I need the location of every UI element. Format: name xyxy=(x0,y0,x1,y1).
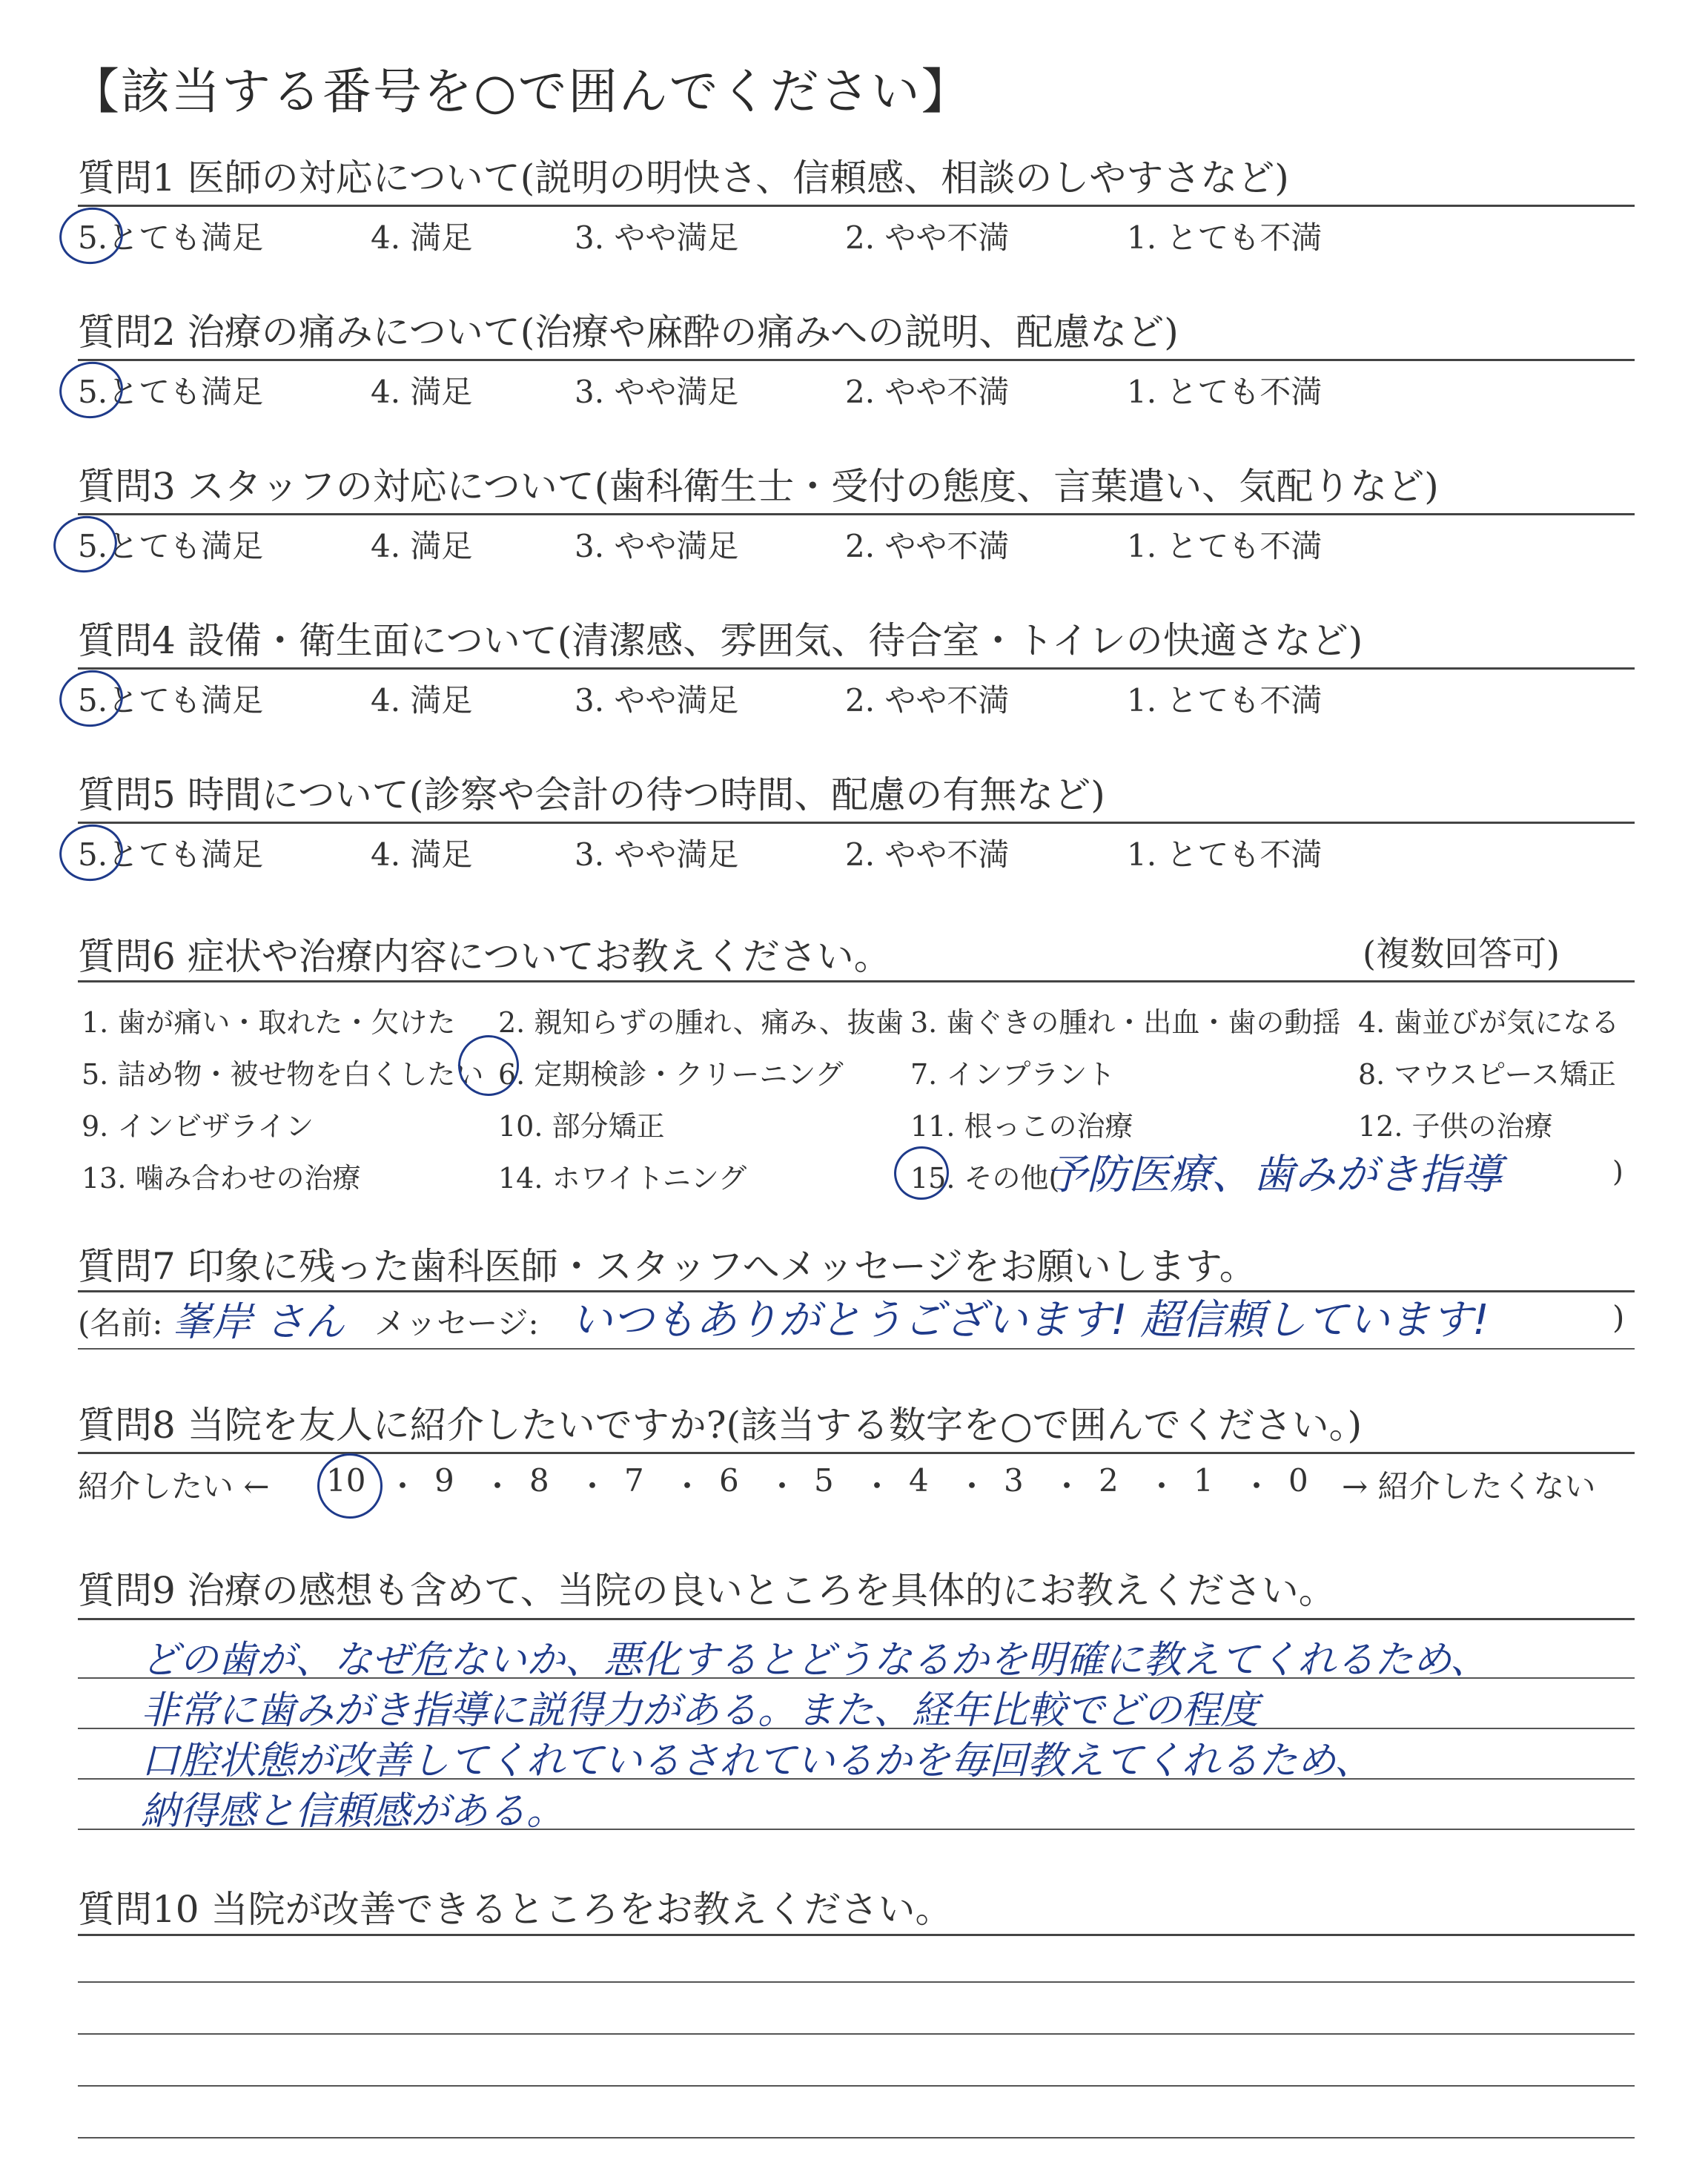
q9-answer-line: 納得感と信頼感がある。 xyxy=(141,1789,566,1834)
q8-scale-separator: ・ xyxy=(1051,1468,1083,1505)
q4-rule xyxy=(78,667,1635,670)
q1-title: 質問1 医師の対応について(説明の明快さ、信頼感、相談のしやすさなど) xyxy=(78,156,1289,199)
q1-option-2[interactable]: 2. やや不満 xyxy=(845,219,1010,256)
q2-selection-circle xyxy=(55,357,128,423)
q5-option-1[interactable]: 1. とても不満 xyxy=(1127,836,1323,873)
q7-close-paren: ) xyxy=(1612,1299,1625,1335)
q8-scale-8[interactable]: 8 xyxy=(529,1462,549,1499)
q6-option-3[interactable]: 3. 歯ぐきの腫れ・出血・歯の動揺 xyxy=(910,1006,1341,1039)
q5-option-5[interactable]: 5.とても満足 xyxy=(78,836,264,873)
q8-scale-separator: ・ xyxy=(577,1468,609,1505)
q7-bottom-rule xyxy=(78,1348,1635,1350)
q7-title: 質問7 印象に残った歯科医師・スタッフへメッセージをお願いします。 xyxy=(78,1245,1257,1288)
q10-title: 質問10 当院が改善できるところをお教えください。 xyxy=(78,1888,953,1931)
q2-option-2[interactable]: 2. やや不満 xyxy=(845,374,1010,410)
q9-ruled-line xyxy=(78,1829,1635,1830)
q10-answer-line[interactable] xyxy=(78,2085,1635,2087)
q4-selection-circle xyxy=(55,665,128,732)
q8-scale-7[interactable]: 7 xyxy=(624,1462,644,1499)
q4-option-4[interactable]: 4. 満足 xyxy=(371,682,473,719)
q6-option-7[interactable]: 7. インプラント xyxy=(910,1058,1116,1091)
q6-option-2[interactable]: 2. 親知らずの腫れ、痛み、抜歯 xyxy=(498,1006,904,1039)
q4-option-2[interactable]: 2. やや不満 xyxy=(845,682,1010,719)
q6-other-text[interactable]: 予防医療、歯みがき指導 xyxy=(1045,1151,1502,1199)
q8-scale-4[interactable]: 4 xyxy=(909,1462,929,1499)
q6-option-1[interactable]: 1. 歯が痛い・取れた・欠けた xyxy=(82,1006,456,1039)
q3-option-2[interactable]: 2. やや不満 xyxy=(845,528,1010,564)
q9-answer-line: 非常に歯みがき指導に説得力がある。また、経年比較でどの程度 xyxy=(141,1688,1260,1733)
q10-answer-line[interactable] xyxy=(78,1981,1635,1983)
q5-selection-circle xyxy=(55,819,128,886)
q6-option-5[interactable]: 5. 詰め物・被せ物を白くしたい xyxy=(82,1058,484,1091)
q9-answer-line: どの歯が、なぜ危ないか、悪化するとどうなるかを明確に教えてくれるため、 xyxy=(141,1638,1489,1682)
q10-answer-line[interactable] xyxy=(78,2137,1635,2138)
q8-title: 質問8 当院を友人に紹介したいですか?(該当する数字を○で囲んでください。) xyxy=(78,1404,1363,1447)
q8-scale-3[interactable]: 3 xyxy=(1004,1462,1024,1499)
q2-option-1[interactable]: 1. とても不満 xyxy=(1127,374,1323,410)
q6-option-12[interactable]: 12. 子供の治療 xyxy=(1358,1110,1553,1143)
q6-note: (複数回答可) xyxy=(1363,934,1560,974)
q1-selection-circle xyxy=(55,202,128,269)
q1-option-5[interactable]: 5.とても満足 xyxy=(78,219,264,256)
q7-message-value[interactable]: いつもありがとうございます! 超信頼しています! xyxy=(571,1296,1489,1344)
q8-scale-separator: ・ xyxy=(1241,1468,1273,1505)
q7-name-value[interactable]: 峯岸 さん xyxy=(172,1298,345,1345)
q6-option-6[interactable]: 6. 定期検診・クリーニング xyxy=(498,1058,844,1091)
q8-scale-10[interactable]: 10 xyxy=(326,1462,366,1499)
q2-option-3[interactable]: 3. やや満足 xyxy=(575,374,739,410)
q8-left-label: 紹介したい ← xyxy=(78,1468,270,1505)
q8-scale-separator: ・ xyxy=(861,1468,893,1505)
q3-option-4[interactable]: 4. 満足 xyxy=(371,528,473,564)
q2-title: 質問2 治療の痛みについて(治療や麻酔の痛みへの説明、配慮など) xyxy=(78,311,1179,354)
q8-scale-separator: ・ xyxy=(672,1468,704,1505)
q3-rule xyxy=(78,513,1635,515)
q6-option-8[interactable]: 8. マウスピース矯正 xyxy=(1358,1058,1616,1091)
q8-scale-1[interactable]: 1 xyxy=(1194,1462,1214,1499)
q9-answer-line: 口腔状態が改善してくれているされているかを毎回教えてくれるため、 xyxy=(141,1739,1373,1783)
q8-scale-separator: ・ xyxy=(767,1468,798,1505)
q1-option-1[interactable]: 1. とても不満 xyxy=(1127,219,1323,256)
q1-option-4[interactable]: 4. 満足 xyxy=(371,219,473,256)
q6-rule xyxy=(78,980,1635,982)
q4-option-5[interactable]: 5.とても満足 xyxy=(78,682,264,719)
q5-option-2[interactable]: 2. やや不満 xyxy=(845,836,1010,873)
q2-rule xyxy=(78,359,1635,361)
q9-title: 質問9 治療の感想も含めて、当院の良いところを具体的にお教えください。 xyxy=(78,1569,1336,1612)
q6-other-close-paren: ) xyxy=(1612,1155,1623,1188)
q7-name-label: (名前: xyxy=(78,1305,163,1341)
q8-scale-2[interactable]: 2 xyxy=(1099,1462,1119,1499)
q6-option-11[interactable]: 11. 根っこの治療 xyxy=(910,1110,1133,1143)
q6-option-4[interactable]: 4. 歯並びが気になる xyxy=(1358,1006,1620,1039)
q3-option-1[interactable]: 1. とても不満 xyxy=(1127,528,1323,564)
q10-rule xyxy=(78,1934,1635,1936)
q5-title: 質問5 時間について(診察や会計の待つ時間、配慮の有無など) xyxy=(78,773,1105,816)
q5-rule xyxy=(78,822,1635,824)
q3-option-5[interactable]: 5.とても満足 xyxy=(78,528,264,564)
q5-option-3[interactable]: 3. やや満足 xyxy=(575,836,739,873)
q6-option-15[interactable]: 15. その他( xyxy=(910,1162,1060,1195)
q6-option-10[interactable]: 10. 部分矯正 xyxy=(498,1110,665,1143)
q8-scale-6[interactable]: 6 xyxy=(719,1462,739,1499)
q8-scale-9[interactable]: 9 xyxy=(434,1462,454,1499)
q8-scale-0[interactable]: 0 xyxy=(1288,1462,1308,1499)
form-title: 【該当する番号を○で囲んでください】 xyxy=(70,63,972,120)
q6-title: 質問6 症状や治療内容についてお教えください。 xyxy=(78,935,891,978)
q4-option-3[interactable]: 3. やや満足 xyxy=(575,682,739,719)
q10-answer-line[interactable] xyxy=(78,2033,1635,2035)
q8-scale-separator: ・ xyxy=(482,1468,514,1505)
q8-rule xyxy=(78,1452,1635,1454)
q1-option-3[interactable]: 3. やや満足 xyxy=(575,219,739,256)
q2-option-4[interactable]: 4. 満足 xyxy=(371,374,473,410)
q3-selection-circle xyxy=(49,511,122,578)
q6-option-13[interactable]: 13. 噛み合わせの治療 xyxy=(82,1162,361,1195)
q8-scale-separator: ・ xyxy=(956,1468,988,1505)
q3-option-3[interactable]: 3. やや満足 xyxy=(575,528,739,564)
q9-rule xyxy=(78,1618,1635,1620)
q8-selection-circle xyxy=(312,1448,388,1524)
q8-scale-5[interactable]: 5 xyxy=(814,1462,834,1499)
q8-right-label: → 紹介したくない xyxy=(1342,1468,1596,1505)
q4-option-1[interactable]: 1. とても不満 xyxy=(1127,682,1323,719)
q6-option-14[interactable]: 14. ホワイトニング xyxy=(498,1162,747,1195)
q4-title: 質問4 設備・衛生面について(清潔感、雰囲気、待合室・トイレの快適さなど) xyxy=(78,619,1363,662)
q5-option-4[interactable]: 4. 満足 xyxy=(371,836,473,873)
q8-scale-separator: ・ xyxy=(387,1468,419,1505)
q8-scale-separator: ・ xyxy=(1146,1468,1178,1505)
q7-message-label: メッセージ: xyxy=(374,1305,539,1341)
q2-option-5[interactable]: 5.とても満足 xyxy=(78,374,264,410)
q1-rule xyxy=(78,205,1635,207)
q6-option-9[interactable]: 9. インビザライン xyxy=(82,1110,314,1143)
q3-title: 質問3 スタッフの対応について(歯科衛生士・受付の態度、言葉遣い、気配りなど) xyxy=(78,465,1439,508)
